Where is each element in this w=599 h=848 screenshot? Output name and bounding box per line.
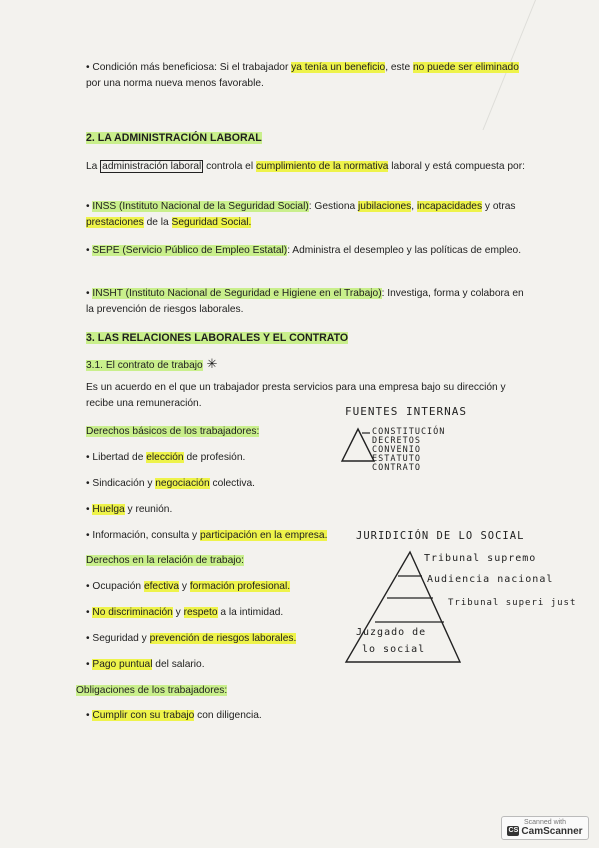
handwritten-fuentes-title: FUENTES INTERNAS [345,405,467,418]
list-item: • Ocupación efectiva y formación profesional. [86,581,291,592]
list-item-sepe: • SEPE (Servicio Público de Empleo Estatal): Administra el desempleo y las políticas de empleo. [86,245,522,256]
list-item-insht: • INSHT (Instituto Nacional de Seguridad e Higiene en el Trabajo): Investiga, forma y colabora en la prevención de riesgos laborales. [86,288,524,315]
derechos-relacion-title: Derechos en la relación de trabajo: [86,555,245,566]
list-item-inss: • INSS (Instituto Nacional de la Seguridad Social): Gestiona jubilaciones, incapacidades y otras prestaciones de la Seguridad Social. [86,201,516,228]
derechos-basicos-title: Derechos básicos de los trabajadores: [86,426,260,437]
list-item: • Cumplir con su trabajo con diligencia. [86,710,262,721]
section-heading-3: 3. LAS RELACIONES LABORALES Y EL CONTRATO [86,332,349,344]
highlight: no puede ser eliminado [412,62,519,73]
list-item: • No discriminación y respeto a la intimidad. [86,607,284,618]
list-item: • Sindicación y negociación colectiva. [86,478,255,489]
list-item: • Libertad de elección de profesión. [86,452,246,463]
handwritten-pyramid-level-4b: lo social [362,644,426,655]
paragraph-contrato: Es un acuerdo en el que un trabajador presta servicios para una empresa bajo su dirección y recibe una remuneración. [86,382,506,409]
obligaciones-title: Obligaciones de los trabajadores: [76,685,228,696]
boxed-term: administración laboral [102,161,202,172]
list-item: • Pago puntual del salario. [86,659,205,670]
paragraph-condicion: • Condición más beneficiosa: Si el trabajador ya tenía un beneficio, este no puede ser eliminado por una norma nueva menos favorable. [86,62,519,89]
subsection-heading-3-1: 3.1. El contrato de trabajo ✳ [86,356,218,371]
handwritten-pyramid-level-3: Tribunal superi just [448,598,577,608]
section-heading-2: 2. LA ADMINISTRACIÓN LABORAL [86,132,262,144]
paragraph-admin: La administración laboral controla el cumplimiento de la normativa laboral y está compuesta por: [86,161,525,172]
handwritten-pyramid-level-1: Tribunal supremo [424,553,537,564]
highlight: ya tenía un beneficio [291,62,386,73]
scanner-watermark: Scanned with CS CamScanner [501,816,589,840]
list-item: • Seguridad y prevención de riesgos laborales. [86,633,297,644]
camscanner-logo-icon: CS [508,827,519,835]
list-item: • Huelga y reunión. [86,504,173,515]
handwritten-pyramid-level-4a: Juzgado de [356,627,427,638]
handwritten-fuentes-list: CONSTITUCIÓN DECRETOS CONVENIO ESTATUTO CONTRATO [372,427,446,473]
list-item: • Información, consulta y participación en la empresa. [86,530,328,541]
handwritten-jurisdiccion-title: JURIDICIÓN DE LO SOCIAL [356,530,525,542]
handwritten-pyramid-level-2: Audiencia nacional [427,574,554,585]
asterisk-icon: ✳ [206,356,218,371]
